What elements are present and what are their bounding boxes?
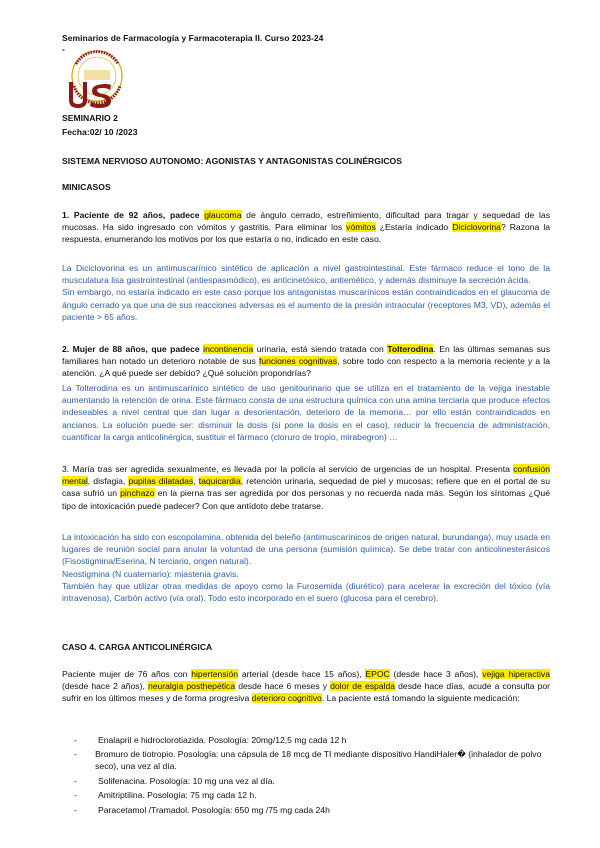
header-dash: - xyxy=(62,44,65,54)
seminar-topic: SISTEMA NERVIOSO AUTONOMO: AGONISTAS Y ANTAGONISTAS COLINÉRGICOS xyxy=(62,156,402,166)
list-item: - Enalapril e hidroclorotiazida. Posología: 20mg/12,5 mg cada 12 h xyxy=(74,735,347,745)
case1-question: 1. Paciente de 92 años, padece glaucoma de ángulo cerrado, estreñimiento, dificultad para tragar y sequedad de las mucosas. Ha sido ingresado con vómitos y gastritis. Para eliminar los vómitos ¿Estaría indicado Diciclovorina? Razona la respuesta, enumerando los motivos por los que estaría o no, indicado en este caso. xyxy=(62,210,551,245)
seminar-label: SEMINARIO 2 xyxy=(62,113,118,123)
section-heading: MINICASOS xyxy=(62,182,111,192)
list-item: - Amitriptilina. Posología: 75 mg cada 12 h. xyxy=(74,790,257,800)
case2-answer: La Tolterodina es un antimuscarínico sintético de uso genitourinario que se utiliza en el tratamiento de la vejiga inestable aumentando la retención de orina. Este fármaco consta de una estructura química con una amina terciaria que produce efectos indeseables a nivel central que dan lugar a desorientación, deterioro de la memoria… por ello están contraindicados en ancianos. La solución puede ser: disminuir la dosis (si pone la dosis en el caso), reducir la frecuencia de administración, cuantificar la carga anticolinérgica, sustituir el fármaco (cloruro de tropio, mirabegron) … xyxy=(62,383,550,442)
case2-question: 2. Mujer de 88 años, que padece incontinencia urinaria, está siendo tratada con Tolterodina. En las últimas semanas sus familiares han notado un deterioro notable de sus funciones cognitivas, sobre todo con respecto a la memoria reciente y a la atención. ¿A qué puede ser debido? ¿Qué solución propondrías? xyxy=(62,344,550,379)
seminar-date: Fecha:02/ 10 /2023 xyxy=(62,127,138,137)
university-seal-logo xyxy=(62,50,132,110)
list-item: - Bromuro de tiotropio. Posología: una cápsula de 18 mcg de TI mediante dispositivo HandiHaler� (inhalador de polvo seco), una vez al día. xyxy=(74,748,542,771)
case3-question: 3. María tras ser agredida sexualmente, es llevada por la policía al servicio de urgencias de un hospital. Presenta confusión mental, disfagia, pupilas dilatadas, taquicardia, retención urinaria, sequedad de piel y mucosas; refiere que en el portal de su casa sufrió un pinchazo en la pierna tras ser agredida por dos personas y no recuerda nada más. Según los síntomas ¿Qué tipo de intoxicación puede padecer? Con que antídoto debe tratarse. xyxy=(62,464,550,511)
case3-answer: La intoxicación ha sido con escopolamina, obtenida del beleño (antimuscarínicos de origen natural, burundanga), muy usada en lugares de reunión social para anular la voluntad de una persona (sumisión química). Se debe tratar con anticolinesterásicos (Fisostigmina/Eserina, N terciario, origen natural). Neostigmina (N cuaternario): miastenia gravis. También hay que utilizar otras medidas de apoyo como la Furosemida (diurético) para acelerar la excreción del tóxico (vía intravenosa), Carbón activo (vía oral). Todo esto incorporado en el suero (glucosa para el cerebro). xyxy=(62,532,550,604)
page-header: Seminarios de Farmacología y Farmacoterapia II. Curso 2023-24 xyxy=(62,33,324,43)
case4-title: CASO 4. CARGA ANTICOLINÉRGICA xyxy=(62,642,213,652)
list-item: - Paracetamol /Tramadol. Posología: 650 mg /75 mg cada 24h xyxy=(74,804,330,815)
case1-answer: La Diciclovorina es un antimuscarínico sintético de aplicación a nivel gastrointestinal. Este fármaco reduce el tono de la musculatura lisa gastrointestinal (antiespasmódico), es anticinetósico, antiemético, y además disminuye la secreción ácida. Sin embargo, no estaría indicado en este caso porque los antagonistas muscarínicos están contraindicados en el glaucoma de ángulo cerrado ya que una de sus reacciones adversas es el aumento de la presión intraocular (receptores M3, VD), además el paciente > 65 años. xyxy=(62,263,550,322)
case4-description: Paciente mujer de 76 años con hipertensión arterial (desde hace 15 años), EPOC (desde hace 3 años), vejiga hiperactiva (desde hace 2 años), neuralgia posthepética desde hace 6 meses y dolor de espalda desde hace días, acude a consulta por sufrir en los últimos meses y de forma progresiva deterioro cognitivo. La paciente está tomando la siguiente medicación: xyxy=(62,669,551,704)
list-item: - Solifenacina. Posología: 10 mg una vez al día. xyxy=(74,775,275,786)
medication-list xyxy=(62,733,562,817)
